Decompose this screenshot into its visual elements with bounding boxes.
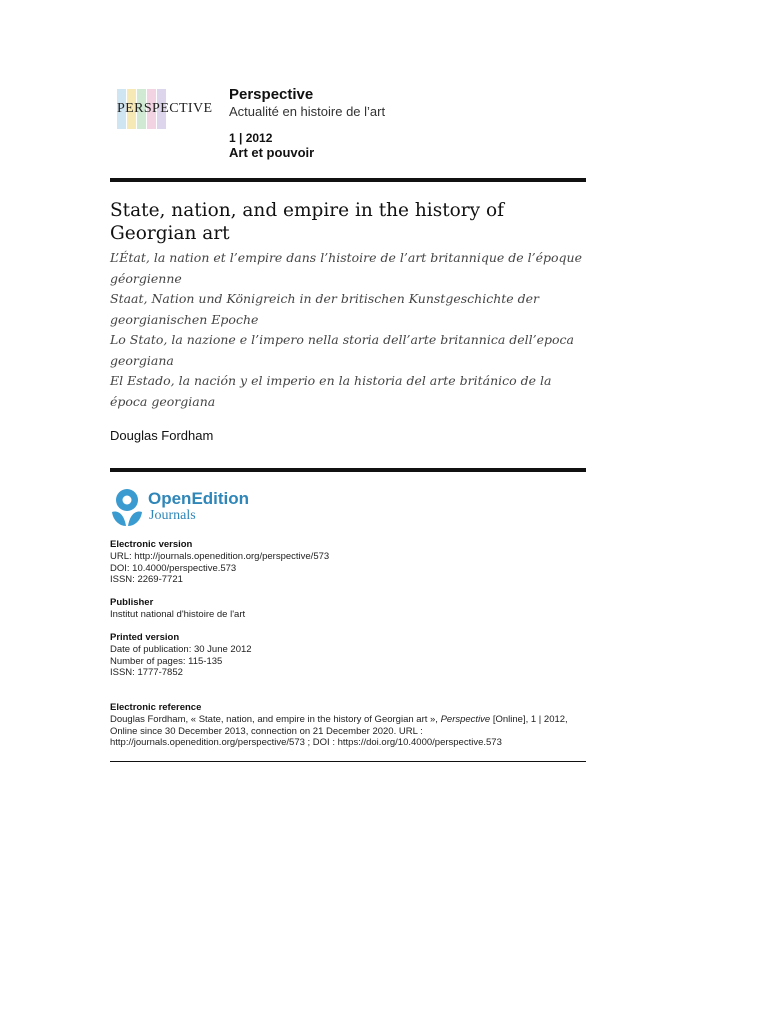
- issue-title: Art et pouvoir: [229, 145, 315, 160]
- top-divider: [110, 178, 586, 182]
- publisher-name: Institut national d'histoire de l'art: [110, 608, 246, 620]
- url-link[interactable]: URL: http://journals.openedition.org/perspective/573: [110, 550, 330, 562]
- electronic-issn: ISSN: 2269-7721: [110, 574, 183, 586]
- openedition-logo[interactable]: [110, 488, 310, 528]
- bottom-divider: [110, 761, 586, 762]
- publisher-label: Publisher: [110, 597, 154, 608]
- title-translation-es: El Estado, la nación y el imperio en la historia del arte británico de la época georgiana: [110, 373, 552, 409]
- title-translation-de: Staat, Nation und Königreich in der britischen Kunstgeschichte der georgianischen Epoche: [110, 291, 540, 327]
- printed-version-section: [110, 632, 586, 679]
- perspective-logo: [117, 89, 217, 129]
- publication-date: Date of publication: 30 June 2012: [110, 643, 252, 655]
- publisher-section: [110, 597, 586, 621]
- electronic-reference-text: [110, 714, 578, 749]
- openedition-sub: Journals: [149, 508, 196, 523]
- journal-name: Perspective: [229, 86, 314, 103]
- reference-journal: Perspective: [440, 713, 491, 725]
- openedition-flower-icon: [110, 488, 144, 528]
- journal-info: [229, 86, 385, 160]
- printed-issn: ISSN: 1777-7852: [110, 667, 183, 679]
- title-translation-it: Lo Stato, la nazione e l’impero nella storia dell’arte britannica dell’epoca georgiana: [110, 332, 575, 368]
- reference-part-2[interactable]: [Online], 1 | 2012, Online since 30 December 2013, connection on 21 December 2020. URL : http://journals.openedition.org/perspective/573 ; DOI : https://doi.org/10.4000/perspective.573: [110, 713, 568, 749]
- page-count: Number of pages: 115-135: [110, 655, 223, 667]
- electronic-version-label: Electronic version: [110, 539, 193, 550]
- electronic-version-section: [110, 539, 586, 586]
- printed-version-label: Printed version: [110, 632, 180, 643]
- article-title: State, nation, and empire in the history of Georgian art: [110, 200, 504, 244]
- journal-subtitle: Actualité en histoire de l’art: [229, 104, 386, 119]
- title-translations: [110, 248, 586, 412]
- journal-header: [110, 82, 586, 172]
- issue-number: 1 | 2012: [229, 131, 273, 145]
- logo-wordmark: PERSPECTIVE: [117, 101, 213, 116]
- middle-divider: [110, 468, 586, 472]
- reference-part-1: Douglas Fordham, « State, nation, and empire in the history of Georgian art »,: [110, 713, 441, 725]
- electronic-reference-label: Electronic reference: [110, 702, 202, 713]
- openedition-name: OpenEdition: [148, 489, 250, 508]
- title-translation-fr: L’État, la nation et l’empire dans l’histoire de l’art britannique de l’époque géorgienne: [110, 250, 582, 286]
- doi-text: DOI: 10.4000/perspective.573: [110, 562, 237, 574]
- author-name: Douglas Fordham: [110, 428, 214, 443]
- electronic-reference-section: [110, 702, 578, 749]
